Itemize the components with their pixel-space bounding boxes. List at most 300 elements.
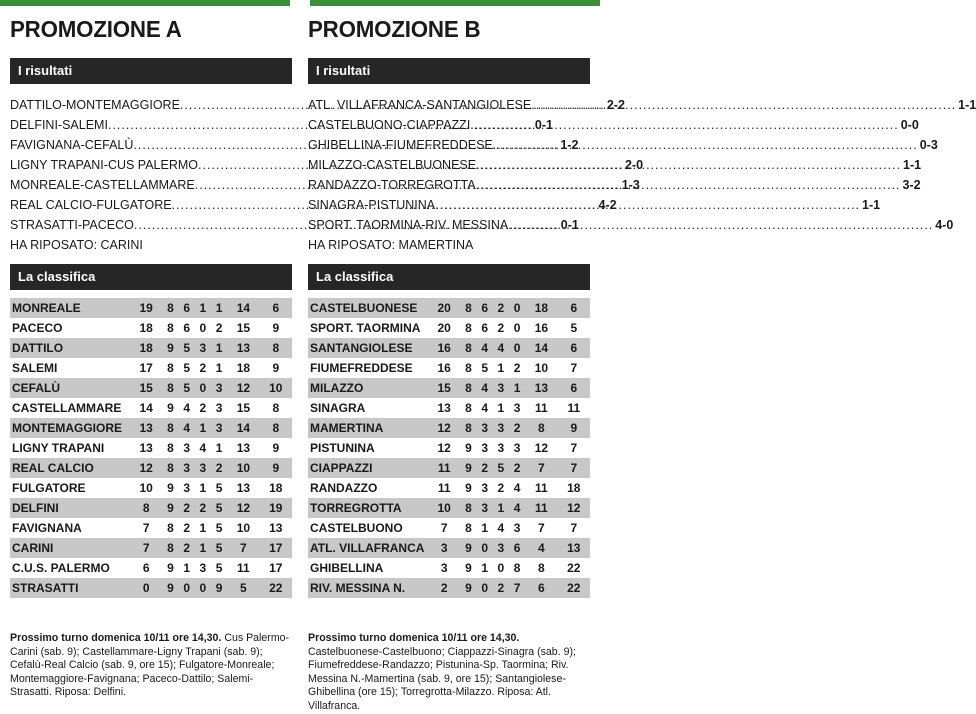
leader-dots xyxy=(531,95,956,115)
stat-cell: 9 xyxy=(167,401,174,415)
team-name: CEFALÙ xyxy=(10,378,130,398)
stat-cell: 1 xyxy=(199,521,207,535)
stat-cell: 5 xyxy=(481,361,489,375)
stat-cell: 2 xyxy=(497,321,505,335)
stat-cell: 17 xyxy=(260,538,292,558)
leader-dots xyxy=(435,195,860,215)
stat-cell: 1 xyxy=(215,361,223,375)
stat-cell: 7 xyxy=(558,458,590,478)
stat-cell: 0 xyxy=(195,578,211,598)
stat-cell: 5 xyxy=(570,321,578,335)
standings-header: La classifica xyxy=(308,264,590,290)
stat-cell: 2 xyxy=(179,538,195,558)
stat-cell: 11 xyxy=(237,561,250,575)
stat-cell: 6 xyxy=(509,538,525,558)
standings-row xyxy=(308,538,590,558)
team-name: CARINI xyxy=(10,538,130,558)
stat-cell: 5 xyxy=(227,578,259,598)
stat-cell: 3 xyxy=(195,458,211,478)
match-score: 0-0 xyxy=(900,118,919,132)
standings-row xyxy=(10,378,292,398)
stat-cell: 3 xyxy=(183,441,191,455)
match-score: 2-0 xyxy=(624,158,644,172)
team-name: PISTUNINA xyxy=(310,441,375,455)
stat-cell: 7 xyxy=(227,538,259,558)
stat-cell: 11 xyxy=(428,458,460,478)
stat-cell: 7 xyxy=(570,361,578,375)
stat-cell: 3 xyxy=(497,441,505,455)
stat-cell: 10 xyxy=(534,361,549,375)
stat-cell: 0 xyxy=(497,561,505,575)
stat-cell: 6 xyxy=(481,321,489,335)
team-name: CASTELBUONO xyxy=(310,521,403,535)
stat-cell: 20 xyxy=(437,321,451,335)
standings-row xyxy=(308,398,590,418)
stat-cell: 9 xyxy=(272,361,280,375)
standings-row xyxy=(10,478,292,498)
team-name: FULGATORE xyxy=(12,481,86,495)
stat-cell: 11 xyxy=(535,401,548,415)
leader-dots xyxy=(476,175,901,195)
stat-cell: 0 xyxy=(513,321,521,335)
stat-cell: 3 xyxy=(481,481,489,495)
stat-cell: 16 xyxy=(437,361,451,375)
stat-cell: 9 xyxy=(167,481,174,495)
stat-cell: 6 xyxy=(179,298,195,318)
stat-cell: 5 xyxy=(179,378,195,398)
stat-cell: 2 xyxy=(509,458,525,478)
standings-row xyxy=(308,418,590,438)
results-header: I risultati xyxy=(10,58,292,84)
stat-cell: 3 xyxy=(211,378,227,398)
match-name: GHIBELLINA-FIUMEFREDDESE xyxy=(308,138,493,152)
stat-cell: 3 xyxy=(493,378,509,398)
stat-cell: 8 xyxy=(162,378,178,398)
stat-cell: 3 xyxy=(513,441,521,455)
stat-cell: 2 xyxy=(497,481,505,495)
stat-cell: 9 xyxy=(460,578,476,598)
stat-cell: 9 xyxy=(162,338,178,358)
rest-team: HA RIPOSATO: CARINI xyxy=(10,238,143,252)
standings-row xyxy=(10,578,292,598)
stat-cell: 8 xyxy=(162,538,178,558)
team-name: ATL. VILLAFRANCA xyxy=(308,538,428,558)
stat-cell: 9 xyxy=(465,561,472,575)
stat-cell: 1 xyxy=(481,561,489,575)
stat-cell: 1 xyxy=(215,441,223,455)
stat-cell: 8 xyxy=(260,418,292,438)
team-name: SINAGRA xyxy=(310,401,366,415)
stat-cell: 8 xyxy=(460,418,476,438)
match-score: 0-3 xyxy=(919,138,938,152)
stat-cell: 8 xyxy=(525,418,557,438)
standings-row xyxy=(10,358,292,378)
stat-cell: 7 xyxy=(142,521,150,535)
stat-cell: 8 xyxy=(162,458,178,478)
stat-cell: 7 xyxy=(440,521,448,535)
team-name: REAL CALCIO xyxy=(10,458,130,478)
match-name: CASTELBUONO-CIAPPAZZI. xyxy=(308,118,474,132)
stat-cell: 8 xyxy=(465,521,472,535)
stat-cell: 9 xyxy=(460,538,476,558)
standings-row xyxy=(308,558,590,578)
stat-cell: 15 xyxy=(236,321,251,335)
stat-cell: 14 xyxy=(227,298,259,318)
stat-cell: 13 xyxy=(269,521,283,535)
stat-cell: 3 xyxy=(215,401,223,415)
stat-cell: 1 xyxy=(493,498,509,518)
match-name: SPORT. TAORMINA-RIV. MESSINA xyxy=(308,218,509,232)
stat-cell: 5 xyxy=(211,498,227,518)
standings-table xyxy=(10,298,292,598)
stat-cell: 4 xyxy=(199,441,207,455)
stat-cell: 6 xyxy=(558,338,590,358)
stat-cell: 16 xyxy=(428,338,460,358)
stat-cell: 0 xyxy=(179,578,195,598)
team-name: DATTILO xyxy=(10,338,130,358)
result-row xyxy=(308,135,938,155)
next-round-a xyxy=(10,632,292,700)
stat-cell: 9 xyxy=(162,578,178,598)
stat-cell: 2 xyxy=(179,498,195,518)
stat-cell: 9 xyxy=(465,441,472,455)
stat-cell: 8 xyxy=(167,521,174,535)
stat-cell: 1 xyxy=(481,521,489,535)
stat-cell: 9 xyxy=(272,321,280,335)
section-title: PROMOZIONE A xyxy=(10,16,182,42)
leader-dots xyxy=(493,135,918,155)
stat-cell: 15 xyxy=(428,378,460,398)
team-name: RANDAZZO xyxy=(310,481,378,495)
stat-cell: 13 xyxy=(437,401,451,415)
match-score: 1-1 xyxy=(958,98,976,112)
stat-cell: 4 xyxy=(513,481,521,495)
stat-cell: 12 xyxy=(428,418,460,438)
stat-cell: 9 xyxy=(167,561,174,575)
stat-cell: 3 xyxy=(477,418,493,438)
stat-cell: 6 xyxy=(260,298,292,318)
stat-cell: 7 xyxy=(525,458,557,478)
team-name: CASTELBUONESE xyxy=(308,298,428,318)
stat-cell: 12 xyxy=(558,498,590,518)
stat-cell: 13 xyxy=(139,441,153,455)
stat-cell: 2 xyxy=(509,418,525,438)
stat-cell: 2 xyxy=(183,521,191,535)
stat-cell: 4 xyxy=(497,521,505,535)
team-name: TORREGROTTA xyxy=(308,498,428,518)
team-name: MILAZZO xyxy=(308,378,428,398)
stat-cell: 4 xyxy=(493,338,509,358)
stat-cell: 4 xyxy=(179,418,195,438)
standings-row xyxy=(308,438,590,458)
stat-cell: 0 xyxy=(477,538,493,558)
section-title: PROMOZIONE B xyxy=(308,16,481,42)
stat-cell: 6 xyxy=(525,578,557,598)
stat-cell: 14 xyxy=(227,418,259,438)
stat-cell: 6 xyxy=(183,321,191,335)
standings-row xyxy=(10,418,292,438)
match-score: 4-2 xyxy=(598,198,617,212)
stat-cell: 8 xyxy=(465,401,472,415)
match-name: LIGNY TRAPANI-CUS PALERMO xyxy=(10,158,199,172)
stat-cell: 22 xyxy=(567,561,581,575)
stat-cell: 8 xyxy=(167,361,174,375)
stat-cell: 3 xyxy=(440,561,448,575)
stat-cell: 1 xyxy=(509,378,525,398)
stat-cell: 4 xyxy=(525,538,557,558)
match-name: STRASATTI-PACECO xyxy=(10,218,134,232)
stat-cell: 13 xyxy=(130,418,162,438)
stat-cell: 8 xyxy=(460,298,476,318)
stat-cell: 2 xyxy=(477,458,493,478)
stat-cell: 14 xyxy=(525,338,557,358)
stat-cell: 2 xyxy=(428,578,460,598)
stat-cell: 3 xyxy=(513,401,521,415)
stat-cell: 6 xyxy=(142,561,150,575)
match-name: DATTILO-MONTEMAGGIORE xyxy=(10,98,180,112)
stat-cell: 3 xyxy=(179,458,195,478)
rest-team: HA RIPOSATO: MAMERTINA xyxy=(308,238,474,252)
stat-cell: 8 xyxy=(460,378,476,398)
team-name: RIV. MESSINA N. xyxy=(308,578,428,598)
stat-cell: 1 xyxy=(211,298,227,318)
stat-cell: 1 xyxy=(211,338,227,358)
standings-row xyxy=(308,358,590,378)
stat-cell: 10 xyxy=(428,498,460,518)
stat-cell: 0 xyxy=(509,298,525,318)
stat-cell: 0 xyxy=(199,321,207,335)
stat-cell: 16 xyxy=(534,321,549,335)
stat-cell: 5 xyxy=(183,361,191,375)
stat-cell: 8 xyxy=(272,401,280,415)
match-score: 2-2 xyxy=(606,98,625,112)
next-round-fixtures: Castelbuonese-Castelbuono; Ciappazzi-Sinagra (sab. 9); Fiumefreddese-Randazzo; Pistunina-Sp. Taormina; Riv. Messina N.-Mamertina (sab. 9, ore 15); Santangiolese-Ghibellina (ore 15); Torregrotta-Milazzo. Riposa: Atl. Villafranca. xyxy=(308,645,576,712)
next-round-heading: Prossimo turno domenica 10/11 ore 14,30. xyxy=(308,632,520,644)
stat-cell: 17 xyxy=(269,561,283,575)
stat-cell: 12 xyxy=(437,441,451,455)
stat-cell: 8 xyxy=(538,561,545,575)
stat-cell: 2 xyxy=(199,361,207,375)
team-name: LIGNY TRAPANI xyxy=(12,441,105,455)
top-strip-gap xyxy=(290,0,310,6)
next-round-fixtures: Cus Palermo-Carini (sab. 9); Castellammare-Ligny Trapani (sab. 9); Cefalù-Real Calcio (sab. 9, ore 15); Fulgatore-Monreale; Montemaggiore-Favignana; Paceco-Dattilo; Salemi-Strasatti. Riposa: Delfini. xyxy=(10,632,290,699)
stat-cell: 15 xyxy=(236,401,251,415)
stat-cell: 9 xyxy=(162,498,178,518)
match-name: MONREALE-CASTELLAMMARE xyxy=(10,178,195,192)
team-name: MONREALE xyxy=(10,298,130,318)
stat-cell: 3 xyxy=(493,418,509,438)
stat-cell: 8 xyxy=(167,441,174,455)
stat-cell: 22 xyxy=(260,578,292,598)
standings-row xyxy=(10,398,292,418)
standings-row xyxy=(308,378,590,398)
stat-cell: 3 xyxy=(481,441,489,455)
stat-cell: 3 xyxy=(428,538,460,558)
match-name: MILAZZO-CASTELBUONESE xyxy=(308,158,477,172)
standings-row xyxy=(308,458,590,478)
stat-cell: 0 xyxy=(130,578,162,598)
stat-cell: 9 xyxy=(272,441,280,455)
stat-cell: 2 xyxy=(195,498,211,518)
results-header: I risultati xyxy=(308,58,590,84)
stat-cell: 20 xyxy=(428,298,460,318)
stat-cell: 11 xyxy=(567,401,581,415)
stat-cell: 18 xyxy=(567,481,581,495)
team-name: STRASATTI xyxy=(10,578,130,598)
stat-cell: 5 xyxy=(215,561,223,575)
match-score: 1-1 xyxy=(903,158,922,172)
stat-cell: 3 xyxy=(493,538,509,558)
stat-cell: 8 xyxy=(465,321,472,335)
match-name: REAL CALCIO-FULGATORE xyxy=(10,198,172,212)
standings-row xyxy=(308,478,590,498)
stat-cell: 12 xyxy=(227,498,259,518)
stat-cell: 0 xyxy=(477,578,493,598)
stat-cell: 11 xyxy=(535,481,548,495)
stat-cell: 7 xyxy=(570,521,578,535)
team-name: CASTELLAMMARE xyxy=(12,401,122,415)
result-row xyxy=(308,215,954,235)
team-name: FAVIGNANA xyxy=(12,521,82,535)
standings-row xyxy=(10,498,292,518)
team-name: MONTEMAGGIORE xyxy=(10,418,130,438)
stat-cell: 3 xyxy=(183,481,191,495)
result-row xyxy=(308,115,919,135)
standings-header: La classifica xyxy=(10,264,292,290)
stat-cell: 18 xyxy=(269,481,283,495)
stat-cell: 6 xyxy=(477,298,493,318)
stat-cell: 4 xyxy=(183,401,191,415)
stat-cell: 1 xyxy=(497,401,505,415)
match-score: 0-1 xyxy=(534,118,553,132)
stat-cell: 13 xyxy=(558,538,590,558)
stat-cell: 18 xyxy=(525,298,557,318)
standings-row xyxy=(308,318,590,338)
stat-cell: 1 xyxy=(199,481,207,495)
stat-cell: 1 xyxy=(497,361,505,375)
stat-cell: 18 xyxy=(236,361,251,375)
standings-row xyxy=(10,298,292,318)
stat-cell: 4 xyxy=(477,378,493,398)
stat-cell: 8 xyxy=(167,321,174,335)
stat-cell: 7 xyxy=(538,521,545,535)
stat-cell: 4 xyxy=(477,338,493,358)
stat-cell: 3 xyxy=(195,338,211,358)
stat-cell: 18 xyxy=(130,338,162,358)
stat-cell: 5 xyxy=(215,521,223,535)
stat-cell: 2 xyxy=(493,578,509,598)
next-round-b xyxy=(308,632,590,714)
team-name: PACECO xyxy=(12,321,63,335)
stat-cell: 9 xyxy=(465,481,472,495)
leader-dots xyxy=(508,215,933,235)
stat-cell: 7 xyxy=(130,538,162,558)
leader-dots xyxy=(474,115,899,135)
stat-cell: 3 xyxy=(477,498,493,518)
stat-cell: 2 xyxy=(513,361,521,375)
stat-cell: 13 xyxy=(236,441,251,455)
match-score: 4-0 xyxy=(935,218,954,232)
stat-cell: 8 xyxy=(465,361,472,375)
match-score: 1-1 xyxy=(862,198,881,212)
team-name: SALEMI xyxy=(12,361,58,375)
team-name: SANTANGIOLESE xyxy=(308,338,428,358)
standings-row xyxy=(10,438,292,458)
stat-cell: 5 xyxy=(211,538,227,558)
standings-row xyxy=(308,498,590,518)
stat-cell: 8 xyxy=(260,338,292,358)
stat-cell: 8 xyxy=(460,498,476,518)
team-name: CIAPPAZZI xyxy=(308,458,428,478)
team-name: FIUMEFREDDESE xyxy=(310,361,413,375)
stat-cell: 4 xyxy=(509,498,525,518)
standings-row xyxy=(10,458,292,478)
team-name: MAMERTINA xyxy=(308,418,428,438)
stat-cell: 1 xyxy=(195,418,211,438)
leader-dots xyxy=(476,155,901,175)
stat-cell: 8 xyxy=(130,498,162,518)
stat-cell: 11 xyxy=(437,481,451,495)
stat-cell: 4 xyxy=(481,401,489,415)
stat-cell: 12 xyxy=(534,441,549,455)
stat-cell: 13 xyxy=(525,378,557,398)
stat-cell: 10 xyxy=(236,521,251,535)
stat-cell: 3 xyxy=(199,561,207,575)
stat-cell: 9 xyxy=(211,578,227,598)
team-name: DELFINI xyxy=(10,498,130,518)
stat-cell: 1 xyxy=(183,561,191,575)
match-score: 3-2 xyxy=(902,178,921,192)
stat-cell: 12 xyxy=(130,458,162,478)
stat-cell: 12 xyxy=(227,378,259,398)
standings-row xyxy=(308,578,590,598)
stat-cell: 3 xyxy=(211,418,227,438)
team-name: SPORT. TAORMINA xyxy=(310,321,421,335)
stat-cell: 2 xyxy=(199,401,207,415)
match-name: DELFINI-SALEMI xyxy=(10,118,108,132)
stat-cell: 5 xyxy=(215,481,223,495)
stat-cell: 2 xyxy=(493,298,509,318)
stat-cell: 9 xyxy=(460,458,476,478)
stat-cell: 14 xyxy=(139,401,153,415)
stat-cell: 13 xyxy=(236,481,251,495)
match-name: SINAGRA-PISTUNINA xyxy=(308,198,436,212)
standings-row xyxy=(10,338,292,358)
stat-cell: 6 xyxy=(558,378,590,398)
stat-cell: 18 xyxy=(139,321,153,335)
stat-cell: 1 xyxy=(195,538,211,558)
stat-cell: 8 xyxy=(460,338,476,358)
stat-cell: 5 xyxy=(179,338,195,358)
stat-cell: 10 xyxy=(260,378,292,398)
standings-row xyxy=(10,318,292,338)
stat-cell: 6 xyxy=(558,298,590,318)
stat-cell: 2 xyxy=(211,458,227,478)
stat-cell: 7 xyxy=(570,441,578,455)
stat-cell: 8 xyxy=(162,298,178,318)
standings-row xyxy=(10,558,292,578)
stat-cell: 8 xyxy=(513,561,521,575)
stat-cell: 10 xyxy=(227,458,259,478)
stat-cell: 13 xyxy=(227,338,259,358)
stat-cell: 19 xyxy=(260,498,292,518)
standings-row xyxy=(308,338,590,358)
stat-cell: 8 xyxy=(162,418,178,438)
match-name: RANDAZZO-TORREGROTTA xyxy=(308,178,476,192)
team-name: GHIBELLINA xyxy=(310,561,384,575)
stat-cell: 0 xyxy=(195,378,211,398)
stat-cell: 22 xyxy=(558,578,590,598)
